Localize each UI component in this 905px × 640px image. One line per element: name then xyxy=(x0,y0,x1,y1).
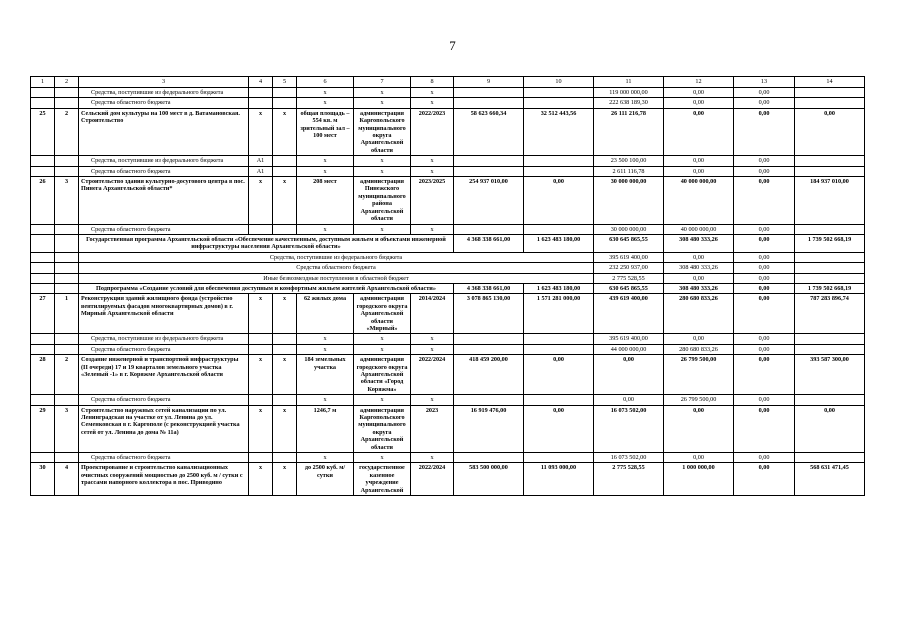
row-number-cell xyxy=(31,98,55,108)
object-estimated-cost: 254 937 010,00 xyxy=(454,177,524,224)
object-name: Сельский дом культуры на 100 мест в д. Ватамановская. Строительство xyxy=(79,108,249,155)
cell-col-4: х xyxy=(249,294,273,334)
cell-col-14 xyxy=(795,156,865,166)
cell-col-5 xyxy=(273,395,297,405)
program-funding-row xyxy=(31,252,865,262)
cell-col-6: х xyxy=(297,224,354,234)
funding-source-label: Средства, поступившие из федерального бюджета xyxy=(79,334,249,344)
object-name: Проектирование и строительство канализационных очистных сооружений мощностью до 2500 куб. м / сутки с трассами напорного коллектора в пос. Приводино xyxy=(79,463,249,496)
funding-source-row xyxy=(31,98,865,108)
cell-col-11: 30 000 000,00 xyxy=(594,224,664,234)
row-subnumber-cell xyxy=(55,224,79,234)
column-number: 8 xyxy=(411,77,454,88)
cell-col-14 xyxy=(795,395,865,405)
cell-col-7: х xyxy=(354,166,411,176)
row-number-cell xyxy=(31,344,55,354)
row-subnumber-cell: 2 xyxy=(55,355,79,395)
cell-col-5 xyxy=(273,88,297,98)
funding-source-label: Средства областного бюджета xyxy=(79,395,249,405)
cell-col-13: 0,00 xyxy=(734,224,795,234)
object-period: 2023/2025 xyxy=(411,177,454,224)
cell-col-11: 232 250 937,00 xyxy=(594,263,664,273)
object-name: Строительство наружных сетей канализации по ул. Ленинградская на участке от ул. Ленина до ул. Семенковская в г. Каргополе (с реконструкцией участка сетей от ул. Ленина до дома № 11а) xyxy=(79,405,249,452)
cell-col-5: х xyxy=(273,108,297,155)
cell-col-11: 44 000 000,00 xyxy=(594,344,664,354)
row-number-cell xyxy=(31,395,55,405)
object-name: Реконструкция зданий жилищного фонда (устройство вентилируемых фасадов многоквартирных домов) в г. Мирный Архангельской области xyxy=(79,294,249,334)
object-customer: администрация Каргопольского муниципального округа Архангельской области xyxy=(354,108,411,155)
object-customer: администрация Пинежского муниципального района Архангельской области xyxy=(354,177,411,224)
row-number-cell xyxy=(31,252,55,262)
object-spent-before: 11 093 000,00 xyxy=(524,463,594,496)
program-label: Подпрограмма «Создание условий для обеспечения доступным и комфортным жильем жителей Архангельской области» xyxy=(79,283,454,293)
object-spent-before: 0,00 xyxy=(524,355,594,395)
program-funding-row xyxy=(31,273,865,283)
object-year-2: 26 799 500,00 xyxy=(664,355,734,395)
column-number: 11 xyxy=(594,77,664,88)
object-spent-before: 32 512 443,56 xyxy=(524,108,594,155)
cell-col-13: 0,00 xyxy=(734,453,795,463)
funding-source-label: Средства, поступившие из федерального бюджета xyxy=(79,88,249,98)
row-subnumber-cell xyxy=(55,88,79,98)
cell-col-10 xyxy=(524,224,594,234)
program-year-1: 630 645 865,55 xyxy=(594,283,664,293)
object-year-3: 0,00 xyxy=(734,405,795,452)
column-number: 10 xyxy=(524,77,594,88)
cell-col-5 xyxy=(273,98,297,108)
cell-col-12: 280 680 833,26 xyxy=(664,344,734,354)
funding-source-label: Средства, поступившие из федерального бюджета xyxy=(79,156,249,166)
cell-col-10 xyxy=(524,156,594,166)
program-label: Государственная программа Архангельской области «Обеспечение качественным, доступным жильем и объектами инженерной инфраструктуры населения Архангельской области» xyxy=(79,234,454,252)
funding-source-row xyxy=(31,453,865,463)
row-subnumber-cell xyxy=(55,395,79,405)
cell-col-14 xyxy=(795,224,865,234)
object-year-3: 0,00 xyxy=(734,108,795,155)
cell-col-12: 40 000 000,00 xyxy=(664,224,734,234)
object-year-1: 439 619 400,00 xyxy=(594,294,664,334)
object-year-2: 1 000 000,00 xyxy=(664,463,734,496)
column-number: 9 xyxy=(454,77,524,88)
object-period: 2022/2023 xyxy=(411,108,454,155)
column-number: 12 xyxy=(664,77,734,88)
object-capacity: общая площадь – 554 кв. м зрительный зал – 100 мест xyxy=(297,108,354,155)
cell-col-4: х xyxy=(249,108,273,155)
object-name: Создание инженерной и транспортной инфраструктуры (II очереди) 17 и 19 кварталов земельного участка «Зеленый -1» в г. Коряжме Архангельской области xyxy=(79,355,249,395)
object-year-3: 0,00 xyxy=(734,294,795,334)
cell-col-10 xyxy=(524,98,594,108)
cell-col-14 xyxy=(795,88,865,98)
object-year-2: 40 000 000,00 xyxy=(664,177,734,224)
row-subnumber-cell xyxy=(55,252,79,262)
cell-col-9 xyxy=(454,395,524,405)
cell-col-13: 0,00 xyxy=(734,88,795,98)
cell-col-7: х xyxy=(354,224,411,234)
column-number-row xyxy=(31,77,865,88)
cell-col-5 xyxy=(273,156,297,166)
row-subnumber-cell xyxy=(55,334,79,344)
program-year-2: 308 480 333,26 xyxy=(664,283,734,293)
cell-col-14 xyxy=(795,166,865,176)
row-number-cell: 25 xyxy=(31,108,55,155)
cell-col-4 xyxy=(249,395,273,405)
cell-col-7: х xyxy=(354,344,411,354)
cell-col-11: 16 073 502,00 xyxy=(594,453,664,463)
cell-col-5 xyxy=(273,344,297,354)
cell-col-14 xyxy=(795,453,865,463)
cell-col-4: А1 xyxy=(249,166,273,176)
page-number: 7 xyxy=(449,38,456,53)
object-year-3: 0,00 xyxy=(734,463,795,496)
object-estimated-cost: 3 078 865 130,00 xyxy=(454,294,524,334)
cell-col-6: х xyxy=(297,98,354,108)
row-number-cell: 26 xyxy=(31,177,55,224)
column-number: 5 xyxy=(273,77,297,88)
object-row xyxy=(31,463,865,496)
cell-col-5: х xyxy=(273,405,297,452)
cell-col-6: х xyxy=(297,88,354,98)
funding-source-label: Средства областного бюджета xyxy=(79,166,249,176)
row-number-cell: 29 xyxy=(31,405,55,452)
object-remaining: 0,00 xyxy=(795,405,865,452)
cell-col-7: х xyxy=(354,395,411,405)
cell-col-9 xyxy=(454,156,524,166)
row-subnumber-cell xyxy=(55,273,79,283)
cell-col-11: 119 000 000,00 xyxy=(594,88,664,98)
object-year-2: 0,00 xyxy=(664,108,734,155)
program-spent-before: 1 623 483 180,00 xyxy=(524,283,594,293)
cell-col-9 xyxy=(454,166,524,176)
row-number-cell: 30 xyxy=(31,463,55,496)
funding-source-label: Средства областного бюджета xyxy=(79,344,249,354)
column-number: 3 xyxy=(79,77,249,88)
cell-col-12: 0,00 xyxy=(664,252,734,262)
object-row xyxy=(31,108,865,155)
program-remaining: 1 739 502 668,19 xyxy=(795,283,865,293)
cell-col-5 xyxy=(273,453,297,463)
cell-col-7: х xyxy=(354,453,411,463)
cell-col-12: 0,00 xyxy=(664,156,734,166)
row-number-cell xyxy=(31,234,55,252)
cell-col-8: х xyxy=(411,395,454,405)
object-row xyxy=(31,355,865,395)
cell-col-14 xyxy=(795,263,865,273)
object-year-1: 30 000 000,00 xyxy=(594,177,664,224)
cell-col-4 xyxy=(249,453,273,463)
row-number-cell xyxy=(31,263,55,273)
row-number-cell xyxy=(31,156,55,166)
program-estimated-cost: 4 368 338 661,00 xyxy=(454,234,524,252)
row-subnumber-cell xyxy=(55,283,79,293)
object-estimated-cost: 418 459 200,00 xyxy=(454,355,524,395)
row-number-cell xyxy=(31,88,55,98)
row-subnumber-cell xyxy=(55,344,79,354)
program-funding-label: Средства областного бюджета xyxy=(79,263,594,273)
cell-col-4 xyxy=(249,224,273,234)
cell-col-9 xyxy=(454,98,524,108)
object-customer: государственное казенное учреждение Архангельской xyxy=(354,463,411,496)
program-spent-before: 1 623 483 180,00 xyxy=(524,234,594,252)
cell-col-4: х xyxy=(249,355,273,395)
column-number: 6 xyxy=(297,77,354,88)
row-subnumber-cell: 4 xyxy=(55,463,79,496)
cell-col-5: х xyxy=(273,177,297,224)
cell-col-8: х xyxy=(411,334,454,344)
object-capacity: 184 земельных участка xyxy=(297,355,354,395)
cell-col-6: х xyxy=(297,334,354,344)
row-number-cell xyxy=(31,334,55,344)
cell-col-8: х xyxy=(411,453,454,463)
object-estimated-cost: 58 623 660,34 xyxy=(454,108,524,155)
program-year-3: 0,00 xyxy=(734,283,795,293)
cell-col-13: 0,00 xyxy=(734,344,795,354)
object-period: 2023 xyxy=(411,405,454,452)
program-funding-label: Средства, поступившие из федерального бюджета xyxy=(79,252,594,262)
cell-col-10 xyxy=(524,453,594,463)
program-year-3: 0,00 xyxy=(734,234,795,252)
cell-col-6: х xyxy=(297,453,354,463)
cell-col-7: х xyxy=(354,88,411,98)
cell-col-5 xyxy=(273,166,297,176)
cell-col-6: х xyxy=(297,344,354,354)
column-number: 4 xyxy=(249,77,273,88)
cell-col-5: х xyxy=(273,294,297,334)
cell-col-10 xyxy=(524,166,594,176)
cell-col-10 xyxy=(524,88,594,98)
program-funding-label: Иные безвозмездные поступления в областной бюджет xyxy=(79,273,594,283)
program-year-1: 630 645 865,55 xyxy=(594,234,664,252)
cell-col-4 xyxy=(249,98,273,108)
cell-col-8: х xyxy=(411,88,454,98)
cell-col-12: 0,00 xyxy=(664,88,734,98)
cell-col-4 xyxy=(249,88,273,98)
funding-source-row xyxy=(31,88,865,98)
cell-col-13: 0,00 xyxy=(734,252,795,262)
row-number-cell xyxy=(31,166,55,176)
row-number-cell: 28 xyxy=(31,355,55,395)
cell-col-13: 0,00 xyxy=(734,273,795,283)
object-year-1: 0,00 xyxy=(594,355,664,395)
cell-col-4: х xyxy=(249,405,273,452)
cell-col-12: 0,00 xyxy=(664,98,734,108)
cell-col-7: х xyxy=(354,98,411,108)
cell-col-12: 26 799 500,00 xyxy=(664,395,734,405)
cell-col-14 xyxy=(795,344,865,354)
object-remaining: 568 631 471,45 xyxy=(795,463,865,496)
object-name: Строительство здания культурно-досугового центра в пос. Пинега Архангельской области* xyxy=(79,177,249,224)
cell-col-5 xyxy=(273,224,297,234)
object-customer: администрация городского округа Архангельской области «Город Коряжма» xyxy=(354,355,411,395)
funding-source-row xyxy=(31,224,865,234)
cell-col-5 xyxy=(273,334,297,344)
cell-col-14 xyxy=(795,98,865,108)
cell-col-4: А1 xyxy=(249,156,273,166)
row-subnumber-cell xyxy=(55,156,79,166)
cell-col-8: х xyxy=(411,344,454,354)
row-number-cell: 27 xyxy=(31,294,55,334)
row-subnumber-cell: 3 xyxy=(55,177,79,224)
cell-col-8: х xyxy=(411,166,454,176)
cell-col-12: 0,00 xyxy=(664,273,734,283)
cell-col-8: х xyxy=(411,224,454,234)
funding-source-row xyxy=(31,395,865,405)
column-number: 1 xyxy=(31,77,55,88)
cell-col-11: 2 775 528,55 xyxy=(594,273,664,283)
cell-col-12: 308 480 333,26 xyxy=(664,263,734,273)
column-number: 7 xyxy=(354,77,411,88)
cell-col-4: х xyxy=(249,463,273,496)
funding-source-row xyxy=(31,166,865,176)
object-estimated-cost: 16 919 476,00 xyxy=(454,405,524,452)
funding-source-row xyxy=(31,344,865,354)
object-remaining: 0,00 xyxy=(795,108,865,155)
object-row xyxy=(31,405,865,452)
cell-col-11: 222 638 189,30 xyxy=(594,98,664,108)
object-spent-before: 0,00 xyxy=(524,405,594,452)
cell-col-10 xyxy=(524,395,594,405)
object-estimated-cost: 583 500 000,00 xyxy=(454,463,524,496)
cell-col-12: 0,00 xyxy=(664,453,734,463)
object-year-3: 0,00 xyxy=(734,177,795,224)
cell-col-9 xyxy=(454,453,524,463)
cell-col-11: 395 619 400,00 xyxy=(594,334,664,344)
cell-col-5: х xyxy=(273,355,297,395)
object-customer: администрация городского округа Архангельской области «Мирный» xyxy=(354,294,411,334)
cell-col-11: 0,00 xyxy=(594,395,664,405)
cell-col-6: х xyxy=(297,156,354,166)
column-number: 13 xyxy=(734,77,795,88)
object-year-1: 26 111 216,78 xyxy=(594,108,664,155)
object-remaining: 787 283 896,74 xyxy=(795,294,865,334)
cell-col-4 xyxy=(249,344,273,354)
row-subnumber-cell xyxy=(55,234,79,252)
object-capacity: до 2500 куб. м/ сутки xyxy=(297,463,354,496)
object-remaining: 184 937 010,00 xyxy=(795,177,865,224)
cell-col-11: 23 500 100,00 xyxy=(594,156,664,166)
object-capacity: 62 жилых дома xyxy=(297,294,354,334)
cell-col-9 xyxy=(454,334,524,344)
cell-col-9 xyxy=(454,224,524,234)
object-year-2: 280 680 833,26 xyxy=(664,294,734,334)
row-subnumber-cell xyxy=(55,98,79,108)
cell-col-13: 0,00 xyxy=(734,166,795,176)
column-number: 2 xyxy=(55,77,79,88)
object-spent-before: 1 571 281 000,00 xyxy=(524,294,594,334)
object-period: 2014/2024 xyxy=(411,294,454,334)
object-year-2: 0,00 xyxy=(664,405,734,452)
cell-col-14 xyxy=(795,252,865,262)
program-estimated-cost: 4 368 338 661,00 xyxy=(454,283,524,293)
row-subnumber-cell xyxy=(55,453,79,463)
object-remaining: 393 587 300,00 xyxy=(795,355,865,395)
row-subnumber-cell xyxy=(55,166,79,176)
row-subnumber-cell: 3 xyxy=(55,405,79,452)
program-funding-row xyxy=(31,263,865,273)
object-period: 2022/2024 xyxy=(411,355,454,395)
object-capacity: 208 мест xyxy=(297,177,354,224)
cell-col-13: 0,00 xyxy=(734,98,795,108)
row-subnumber-cell xyxy=(55,263,79,273)
row-number-cell xyxy=(31,283,55,293)
object-year-1: 2 775 528,55 xyxy=(594,463,664,496)
object-period: 2022/2024 xyxy=(411,463,454,496)
cell-col-4: х xyxy=(249,177,273,224)
cell-col-9 xyxy=(454,344,524,354)
cell-col-12: 0,00 xyxy=(664,166,734,176)
object-row xyxy=(31,294,865,334)
cell-col-7: х xyxy=(354,334,411,344)
funding-source-label: Средства областного бюджета xyxy=(79,453,249,463)
row-number-cell xyxy=(31,453,55,463)
cell-col-10 xyxy=(524,344,594,354)
funding-source-label: Средства областного бюджета xyxy=(79,224,249,234)
cell-col-14 xyxy=(795,334,865,344)
cell-col-10 xyxy=(524,334,594,344)
cell-col-4 xyxy=(249,334,273,344)
program-remaining: 1 739 502 668,19 xyxy=(795,234,865,252)
cell-col-13: 0,00 xyxy=(734,263,795,273)
cell-col-11: 395 619 400,00 xyxy=(594,252,664,262)
object-capacity: 1246,7 м xyxy=(297,405,354,452)
cell-col-6: х xyxy=(297,395,354,405)
cell-col-8: х xyxy=(411,98,454,108)
cell-col-13: 0,00 xyxy=(734,156,795,166)
program-year-2: 308 480 333,26 xyxy=(664,234,734,252)
cell-col-8: х xyxy=(411,156,454,166)
cell-col-5: х xyxy=(273,463,297,496)
funding-source-row xyxy=(31,334,865,344)
column-number: 14 xyxy=(795,77,865,88)
object-year-3: 0,00 xyxy=(734,355,795,395)
cell-col-13: 0,00 xyxy=(734,395,795,405)
cell-col-9 xyxy=(454,88,524,98)
row-number-cell xyxy=(31,224,55,234)
cell-col-7: х xyxy=(354,156,411,166)
cell-col-14 xyxy=(795,273,865,283)
cell-col-6: х xyxy=(297,166,354,176)
program-row xyxy=(31,283,865,293)
row-subnumber-cell: 1 xyxy=(55,294,79,334)
cell-col-13: 0,00 xyxy=(734,334,795,344)
cell-col-11: 2 611 116,78 xyxy=(594,166,664,176)
row-subnumber-cell: 2 xyxy=(55,108,79,155)
budget-table xyxy=(30,76,865,496)
object-year-1: 16 073 502,00 xyxy=(594,405,664,452)
object-customer: администрация Каргопольского муниципального округа Архангельской области xyxy=(354,405,411,452)
program-row xyxy=(31,234,865,252)
funding-source-label: Средства областного бюджета xyxy=(79,98,249,108)
funding-source-row xyxy=(31,156,865,166)
object-row xyxy=(31,177,865,224)
cell-col-12: 0,00 xyxy=(664,334,734,344)
object-spent-before: 0,00 xyxy=(524,177,594,224)
row-number-cell xyxy=(31,273,55,283)
